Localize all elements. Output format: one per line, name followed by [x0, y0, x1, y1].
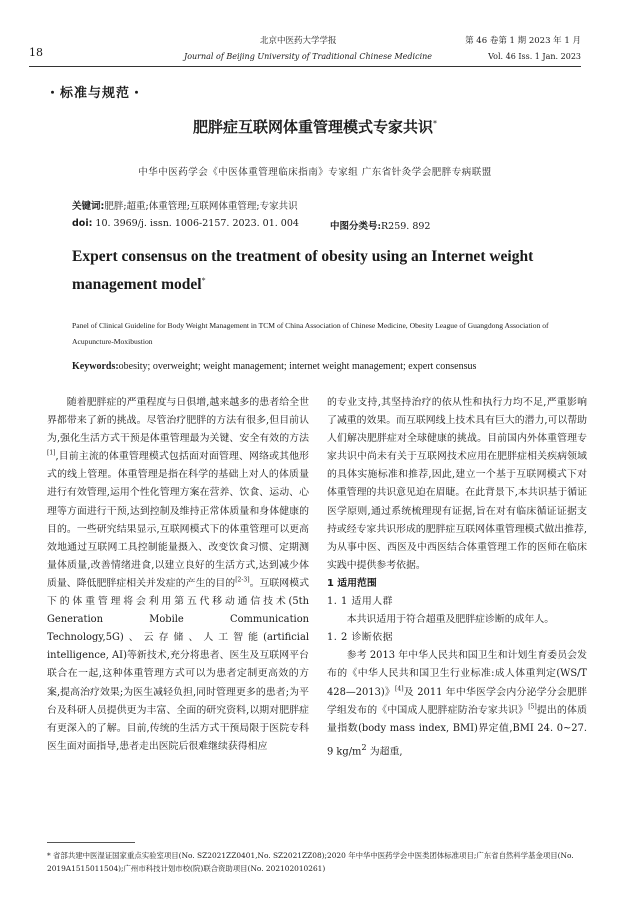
footnote-rule — [47, 842, 135, 843]
citation-link[interactable]: [1] — [47, 449, 56, 457]
citation-link[interactable]: [4] — [395, 685, 404, 693]
title-text: 肥胖症互联网体重管理模式专家共识 — [192, 118, 433, 136]
section-label: ・标准与规范・ — [46, 86, 145, 101]
issue-info-en: Vol. 46 Iss. 1 Jan. 2023 — [488, 52, 581, 61]
keywords-en-label: Keywords: — [72, 361, 119, 372]
paragraph: 的专业支持,其坚持治疗的依从性和执行力均不足,严重影响了减重的效果。而互联网线上技术具有巨大的潜力,可以帮助人们解决肥胖症对全球健康的挑战。目前国内外体重管理专家共识中尚未有关于互联网技术应用在肥胖症相关疾病领域的具体实施标准和推荐,因此,建立一个基于互联网模式下对体重管理的共识意见迫在眉睫。在此背景下,本共识基于循证医学原则,通过系统梳理现有证据,旨在对有临床循证证据支持或经专家共识形成的肥胖症互联网体重管理模式做出推荐,为从事中医、西医及中西医结合体重管理工作的医师在临床实践中提供参考依据。 — [327, 397, 587, 571]
keywords-en — [72, 361, 476, 372]
text-run: 。互联网模式下的体重管理将会利用第五代移动通信技术(5th Generation Mobile Communication Technology,5G)、云存储、人工智能(artificial intelligence, AI)等新技术,充分将患者、医生及互联网平台联合在一起,这种体重管理方式可以为患者定制更高效的方案,提高治疗效果;为医生减轻负担,同时管理更多的患者;为平台及科研人员提供更为丰富、全面的研究资料,以期对肥胖症有更深入的了解。目前,传统的生活方式干预局限于医院专科医生面对面指导,患者走出医院后很难继续获得相应 — [47, 577, 309, 752]
title-footnote-mark: * — [433, 119, 437, 128]
subsection-heading: 1. 1 适用人群 — [327, 596, 393, 608]
issue-info-cn: 第 46 卷第 1 期 2023 年 1 月 — [465, 36, 581, 46]
title-en-footnote-mark: * — [201, 276, 206, 285]
text-run: ,目前主流的体重管理模式包括面对面管理、网络或其他形式的线上管理。体重管理是指在科学的基础上对人的体质量进行有效管理,运用个性化管理方案在营养、饮食、运动、心理等方面进行干预,达到控制及维持正常体质量和身体健康的目的。一些研究结果显示,互联网模式下的体重管理可以更高效地通过互联网工具控制能量摄入、改变饮食习惯、定期测量体质量,改善情绪进食,以建立良好的生活方式,达到减少体质量、降低肥胖症相关并发症的产生的目的 — [47, 451, 309, 589]
keywords-cn — [72, 198, 298, 212]
section-heading: 1 适用范围 — [327, 577, 377, 589]
superscript: 2 — [361, 741, 367, 752]
clc-number — [330, 218, 430, 232]
body-column-left — [47, 394, 309, 756]
article-title-cn — [0, 116, 630, 137]
body-column-right — [327, 394, 587, 761]
text-run: 及 2011 年中华医学会内分泌学分会肥胖学组发布的《中国成人肥胖症防治专家共识》 — [327, 686, 587, 716]
text-run: 提出的体质量指数(body mass index, BMI)界定值,BMI 24. 0~27. 9 kg/m — [327, 704, 587, 758]
clc-label: 中图分类号: — [330, 221, 382, 232]
page-number: 18 — [29, 46, 43, 59]
header-rule — [29, 66, 581, 67]
footnote: * 省部共建中医湿证国家重点实验室项目(No. SZ2021ZZ0401,No. SZ2021ZZ08);2020 年中华中医药学会中医类团体标准项目;广东省自然科学基金项目(No. 2019A1515011504);广州市科技计划市校(院)联合资助项目(No. 202102010261) — [47, 851, 574, 873]
keywords-cn-text: 肥胖;超重;体重管理;互联网体重管理;专家共识 — [104, 201, 298, 212]
title-en-text: Expert consensus on the treatment of obesity using an Internet weight management model — [72, 248, 534, 294]
journal-name-cn: 北京中医药大学学报 — [260, 36, 337, 46]
subsection-heading: 1. 2 诊断依据 — [327, 632, 393, 644]
keywords-cn-label: 关键词: — [72, 201, 105, 212]
paragraph — [47, 394, 309, 756]
paragraph: 本共识适用于符合超重及肥胖症诊断的成年人。 — [346, 614, 555, 626]
journal-name-en: Journal of Beijing University of Traditional Chinese Medicine — [184, 52, 433, 61]
article-title-en — [72, 245, 572, 297]
citation-link[interactable]: [5] — [528, 703, 537, 711]
clc-value: R259. 892 — [381, 221, 431, 232]
text-run: 参考 2013 年中华人民共和国卫生和计划生育委员会发布的《中华人民共和国卫生行业标准:成人体重判定(WS/T 428—2013)》 — [327, 650, 587, 698]
paragraph — [327, 647, 587, 761]
doi-link[interactable]: 10. 3969/j. issn. 1006-2157. 2023. 01. 004 — [92, 218, 299, 229]
text-run: 随着肥胖症的严重程度与日俱增,越来越多的患者给全世界都带来了新的挑战。尽管治疗肥胖的方法有很多,但目前认为,强化生活方式干预是体重管理最为关键、安全有效的方法 — [47, 397, 309, 445]
citation-link[interactable]: [2-3] — [235, 576, 250, 584]
doi — [72, 218, 299, 229]
text-run: 为超重, — [366, 746, 403, 758]
keywords-en-text: obesity; overweight; weight management; internet weight management; expert consensus — [118, 361, 477, 372]
panel-en: Panel of Clinical Guideline for Body Weight Management in TCM of China Association of Chinese Medicine, Obesity League of Guangdong Association of Acupuncture-Moxibustion — [72, 321, 549, 346]
authors-cn: 中华中医药学会《中医体重管理临床指南》专家组 广东省针灸学会肥胖专病联盟 — [138, 167, 492, 178]
doi-label: doi: — [72, 218, 93, 229]
